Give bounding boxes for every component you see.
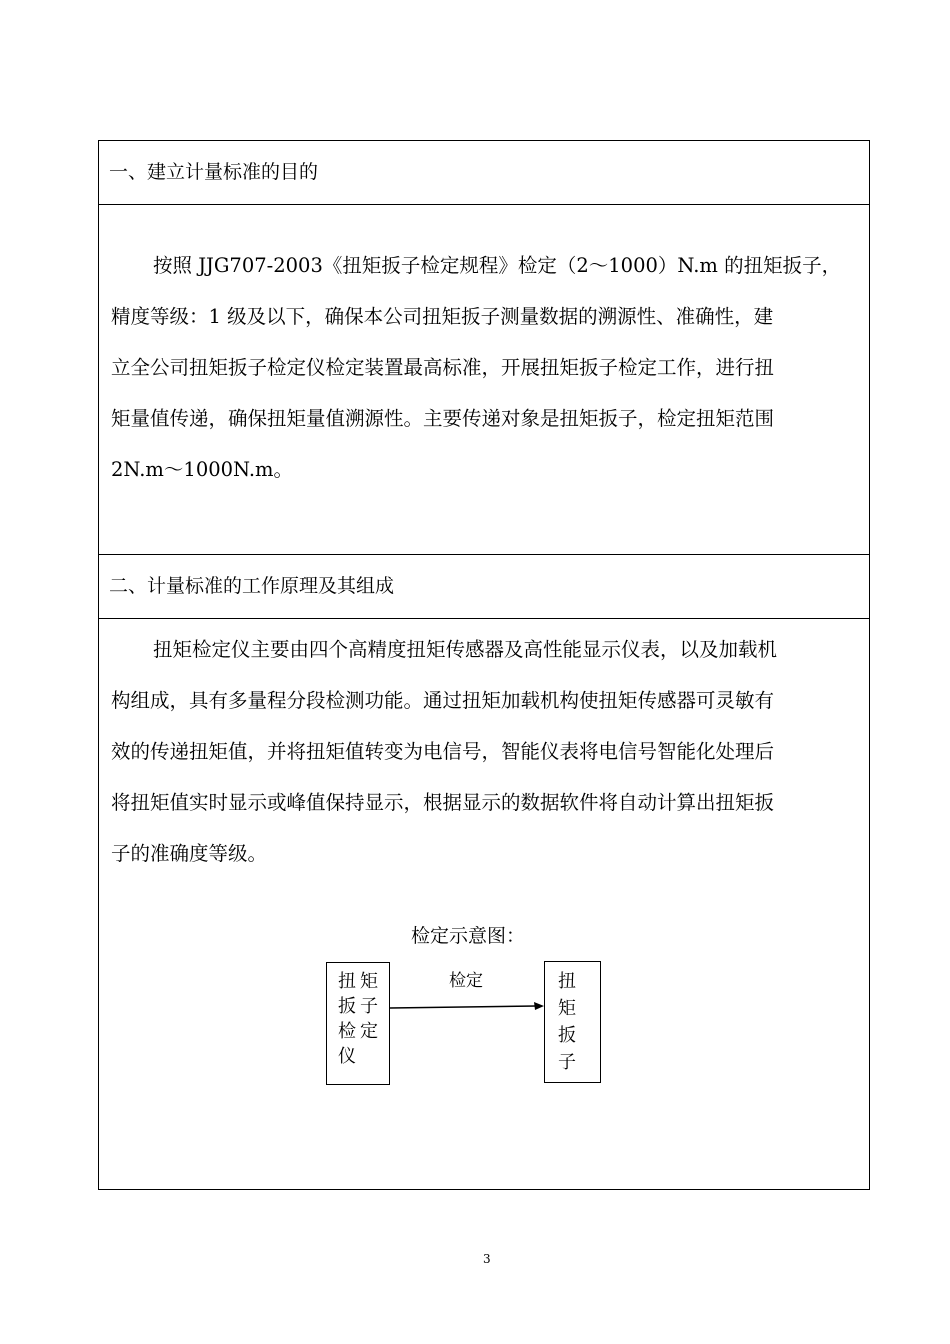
paragraph-line: 立全公司扭矩扳子检定仪检定装置最高标准，开展扭矩扳子检定工作，进行扭 [111, 356, 775, 379]
box-label-line: 仪 [338, 1046, 360, 1067]
paragraph-line: 按照 JJG707-2003《扭矩扳子检定规程》检定（2～1000）N.m 的扭矩扳子， [153, 254, 842, 277]
paragraph-line: 2N.m～1000N.m。 [111, 458, 294, 481]
section2-heading: 二、计量标准的工作原理及其组成 [109, 575, 395, 597]
paragraph-line: 效的传递扭矩值，并将扭矩值转变为电信号，智能仪表将电信号智能化处理后 [111, 740, 775, 763]
box-label-line: 子 [558, 1052, 576, 1073]
section1-body-row [99, 205, 869, 555]
section1-paragraph [99, 205, 869, 495]
box-label-line: 检定 [338, 1021, 382, 1042]
box-label-line: 扭 [558, 971, 576, 992]
paragraph-line: 子的准确度等级。 [111, 842, 268, 865]
paragraph-line: 精度等级：1 级及以下，确保本公司扭矩扳子测量数据的溯源性、准确性，建 [111, 305, 774, 328]
section1-heading-row [99, 141, 869, 205]
torque-tester-box [326, 962, 390, 1085]
paragraph-line: 扭矩检定仪主要由四个高精度扭矩传感器及高性能显示仪表，以及加载机 [153, 638, 778, 661]
document-table [98, 140, 870, 1190]
section2-paragraph [99, 619, 869, 879]
paragraph-line: 矩量值传递，确保扭矩量值溯源性。主要传递对象是扭矩扳子，检定扭矩范围 [111, 407, 775, 430]
box-label-line: 矩 [558, 998, 576, 1019]
section1-heading: 一、建立计量标准的目的 [109, 161, 319, 183]
box-label-line: 扭矩 [338, 971, 382, 992]
box-label-line: 扳子 [338, 996, 382, 1017]
box-label-line: 扳 [558, 1025, 576, 1046]
section2-body-row [99, 619, 869, 1189]
paragraph-line: 将扭矩值实时显示或峰值保持显示，根据显示的数据软件将自动计算出扭矩扳 [111, 791, 775, 814]
arrow-label: 检定 [449, 971, 483, 991]
page-number: 3 [483, 1252, 491, 1266]
torque-wrench-box [544, 961, 601, 1083]
paragraph-line: 构组成，具有多量程分段检测功能。通过扭矩加载机构使扭矩传感器可灵敏有 [111, 689, 775, 712]
section2-heading-row [99, 555, 869, 619]
diagram-title: 检定示意图： [411, 925, 526, 947]
right-arrow-icon [390, 1001, 544, 1013]
